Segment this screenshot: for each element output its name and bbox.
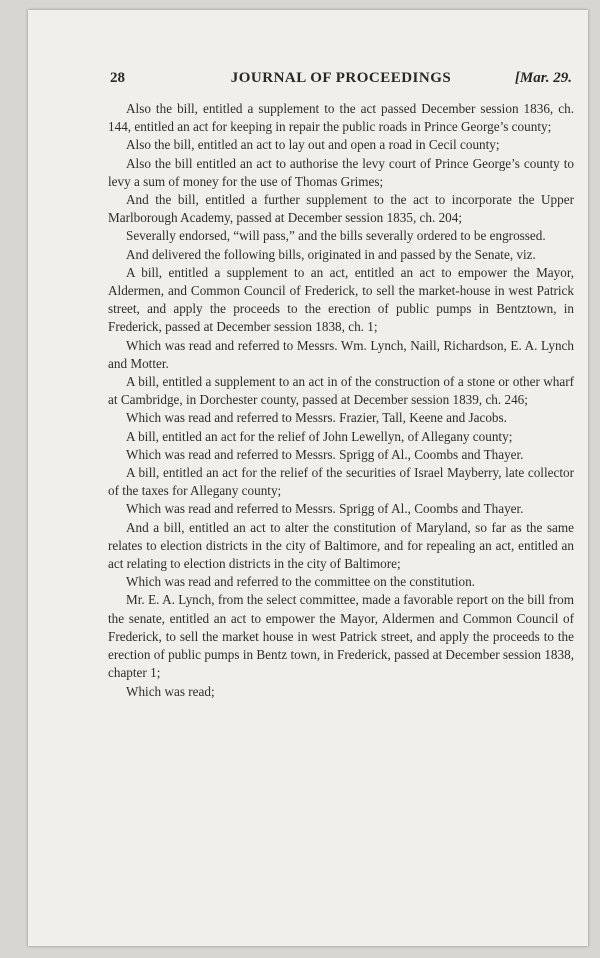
- paragraph: And the bill, entitled a further supplement to the act to incorporate the Upper Marlborough Academy, passed at December session 1835, ch. 204;: [108, 192, 574, 226]
- paragraph: A bill, entitled an act for the relief of the securities of Israel Mayberry, late collector of the taxes for Allegany county;: [108, 465, 574, 499]
- paragraph: Which was read and referred to Messrs. Frazier, Tall, Keene and Jacobs.: [126, 410, 507, 426]
- paragraph: Which was read and referred to Messrs. Sprigg of Al., Coombs and Thayer.: [126, 446, 524, 462]
- running-header: [110, 70, 572, 94]
- page-number: 28: [110, 70, 125, 86]
- paragraph: Also the bill entitled an act to authorise the levy court of Prince George’s county to levy a sum of money for the use of Thomas Grimes;: [108, 155, 574, 189]
- paragraph: Which was read;: [126, 683, 215, 699]
- paragraph: Which was read and referred to Messrs. Sprigg of Al., Coombs and Thayer.: [126, 501, 524, 517]
- paragraph: And a bill, entitled an act to alter the constitution of Maryland, so far as the same relates to election districts in the city of Baltimore, and for repealing an act, entitled an act relating to election districts in the city of Baltimore;: [108, 519, 574, 572]
- paragraph: Which was read and referred to Messrs. Wm. Lynch, Naill, Richardson, E. A. Lynch and Motter.: [108, 337, 574, 371]
- paragraph: Which was read and referred to the committee on the constitution.: [126, 574, 475, 590]
- paragraph: A bill, entitled a supplement to an act in of the construction of a stone or other wharf at Cambridge, in Dorchester county, passed at December session 1839, ch. 246;: [108, 374, 574, 408]
- paragraph: A bill, entitled an act for the relief of John Lewellyn, of Allegany county;: [126, 428, 513, 444]
- book-page: [28, 10, 588, 946]
- paragraph: Also the bill, entitled a supplement to the act passed December session 1836, ch. 144, entitled an act for keeping in repair the public roads in Prince George’s county;: [108, 101, 574, 135]
- paragraph: Also the bill, entitled an act to lay out and open a road in Cecil county;: [126, 137, 500, 153]
- paragraph: A bill, entitled a supplement to an act, entitled an act to empower the Mayor, Aldermen, and Common Council of Frederick, to sell the market-house in west Patrick street, and apply the proceeds to the erection of public pumps in Bentztown, in Frederick, passed at December session 1838, ch. 1;: [108, 264, 574, 335]
- paragraph: Severally endorsed, “will pass,” and the bills severally ordered to be engrossed.: [126, 228, 546, 244]
- journal-title: JOURNAL OF PROCEEDINGS: [230, 70, 452, 86]
- page-body: [108, 100, 574, 701]
- header-date: [Mar. 29.: [514, 70, 572, 86]
- paragraph: And delivered the following bills, originated in and passed by the Senate, viz.: [126, 246, 536, 262]
- paragraph: Mr. E. A. Lynch, from the select committee, made a favorable report on the bill from the senate, entitled an act to empower the Mayor, Aldermen and Common Council of Frederick, to sell the market house in west Patrick street, and apply the proceeds to the erection of public pumps in Bentz town, in Frederick, passed at December session 1838, chapter 1;: [108, 592, 574, 681]
